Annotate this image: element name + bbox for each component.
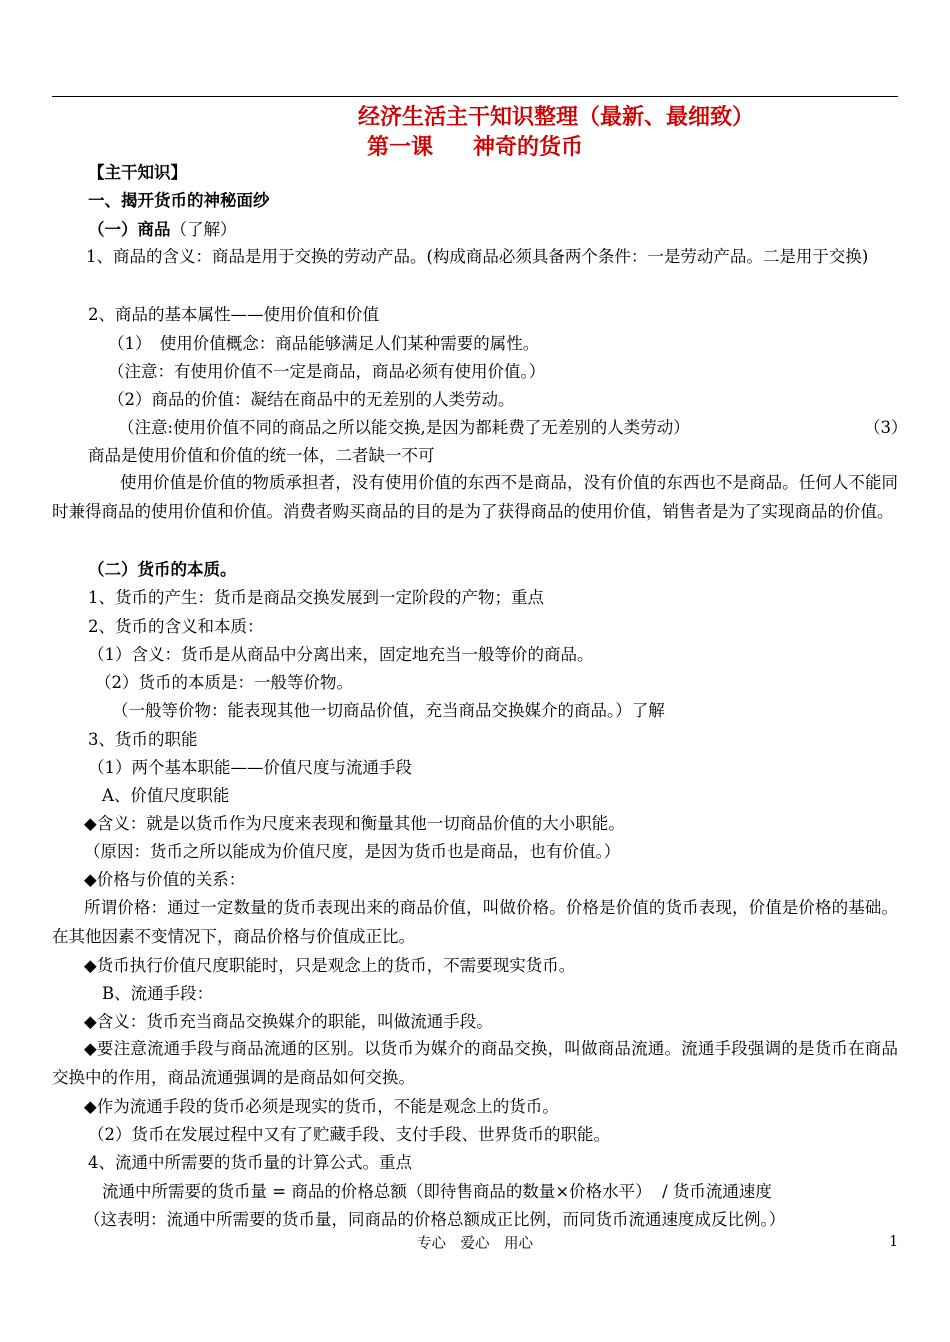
bullet-ideal-money: ◆货币执行价值尺度职能时，只是观念上的货币，不需要现实货币。 (84, 956, 576, 975)
header-rule (52, 96, 898, 97)
paragraph-general-equivalent: （一般等价物：能表现其他一切商品价值，充当商品交换媒介的商品。）了解 (112, 701, 665, 720)
heading-commodity (88, 219, 237, 241)
section-tag: 【主干知识】 (88, 163, 187, 182)
paragraph-price-definition: 所谓价格：通过一定数量的货币表现出来的商品价值，叫做价格。价格是价值的货币表现，价值是价格的基础。在其他因素不变情况下，商品价格与价值成正比。 (52, 898, 898, 946)
heading-commodity-note: （了解） (170, 220, 237, 239)
document-title: 经济生活主干知识整理（最新、最细致） (357, 104, 754, 130)
paragraph-commodity-definition: 1、商品的含义：商品是用于交换的劳动产品。(构成商品必须具备两个条件：一是劳动产品。二是用于交换) (86, 247, 869, 266)
paragraph-formula: 流通中所需要的货币量 = 商品的价格总额（即待售商品的数量×价格水平） / 货币流通速度 (102, 1182, 772, 1201)
paragraph-unity: 商品是使用价值和价值的统一体，二者缺一不可 (88, 446, 435, 465)
paragraph-other-functions: （2）货币在发展过程中又有了贮藏手段、支付手段、世界货币的职能。 (88, 1125, 610, 1144)
paragraph-use-value-carrier: 使用价值是价值的物质承担者，没有使用价值的东西不是商品，没有价值的东西也不是商品。任何人不能同时兼得商品的使用价值和价值。消费者购买商品的目的是为了获得商品的使用价值，销售者是为了实现商品的价值。 (52, 473, 898, 521)
bullet-value-measure-definition: ◆含义：就是以货币作为尺度来表现和衡量其他一切商品价值的大小职能。 (84, 814, 625, 833)
paragraph-basic-functions: （1）两个基本职能——价值尺度与流通手段 (88, 758, 412, 777)
paragraph-note-2: （注意:使用价值不同的商品之所以能交换,是因为都耗费了无差别的人类劳动） (118, 418, 690, 437)
page-number: 1 (889, 1234, 899, 1250)
footer-motto: 专心 爱心 用心 (417, 1236, 533, 1252)
paragraph-formula-heading: 4、流通中所需要的货币量的计算公式。重点 (88, 1153, 412, 1172)
paragraph-value: （2）商品的价值：凝结在商品中的无差别的人类劳动。 (108, 390, 515, 409)
lesson-name: 神奇的货币 (473, 134, 584, 160)
paragraph-money-essence: （2）货币的本质是：一般等价物。 (95, 673, 353, 692)
paragraph-money-origin: 1、货币的产生：货币是商品交换发展到一定阶段的产物；重点 (88, 588, 544, 607)
bullet-real-money: ◆作为流通手段的货币必须是现实的货币，不能是观念上的货币。 (84, 1097, 559, 1116)
heading-commodity-label: （一）商品 (88, 220, 171, 239)
paragraph-note-1: （注意：有使用价值不一定是商品，商品必须有使用价值。） (108, 362, 546, 381)
paragraph-formula-explanation: （这表明：流通中所需要的货币量，同商品的价格总额成正比例，而同货币流通速度成反比例。） (84, 1210, 786, 1229)
bullet-circulation-difference: ◆要注意流通手段与商品流通的区别。以货币为媒介的商品交换，叫做商品流通。流通手段强调的是货币在商品交换中的作用，商品流通强调的是商品如何交换。 (52, 1039, 898, 1087)
paragraph-value-measure: A、价值尺度职能 (102, 786, 230, 805)
paragraph-circulation-means: B、流通手段： (102, 984, 214, 1003)
lesson-number: 第一课 (366, 134, 433, 160)
paragraph-basic-attributes: 2、商品的基本属性——使用价值和价值 (88, 305, 379, 324)
bullet-circulation-definition: ◆含义：货币充当商品交换媒介的职能，叫做流通手段。 (84, 1012, 493, 1031)
heading-money-essence: （二）货币的本质。 (88, 560, 237, 579)
paragraph-use-value: （1） 使用价值概念：商品能够满足人们某种需要的属性。 (108, 334, 540, 353)
heading-1: 一、揭开货币的神秘面纱 (88, 191, 270, 210)
paragraph-money-functions: 3、货币的职能 (88, 730, 198, 749)
paragraph-money-definition: （1）含义：货币是从商品中分离出来，固定地充当一般等价的商品。 (88, 645, 594, 664)
bullet-price-value-relation: ◆价格与价值的关系： (84, 870, 246, 889)
paragraph-item-3-number: （3） (864, 418, 908, 437)
lesson-title (0, 130, 950, 161)
paragraph-value-measure-reason: （原因：货币之所以能成为价值尺度，是因为货币也是商品，也有价值。） (84, 842, 621, 861)
paragraph-money-meaning: 2、货币的含义和本质： (88, 617, 264, 636)
